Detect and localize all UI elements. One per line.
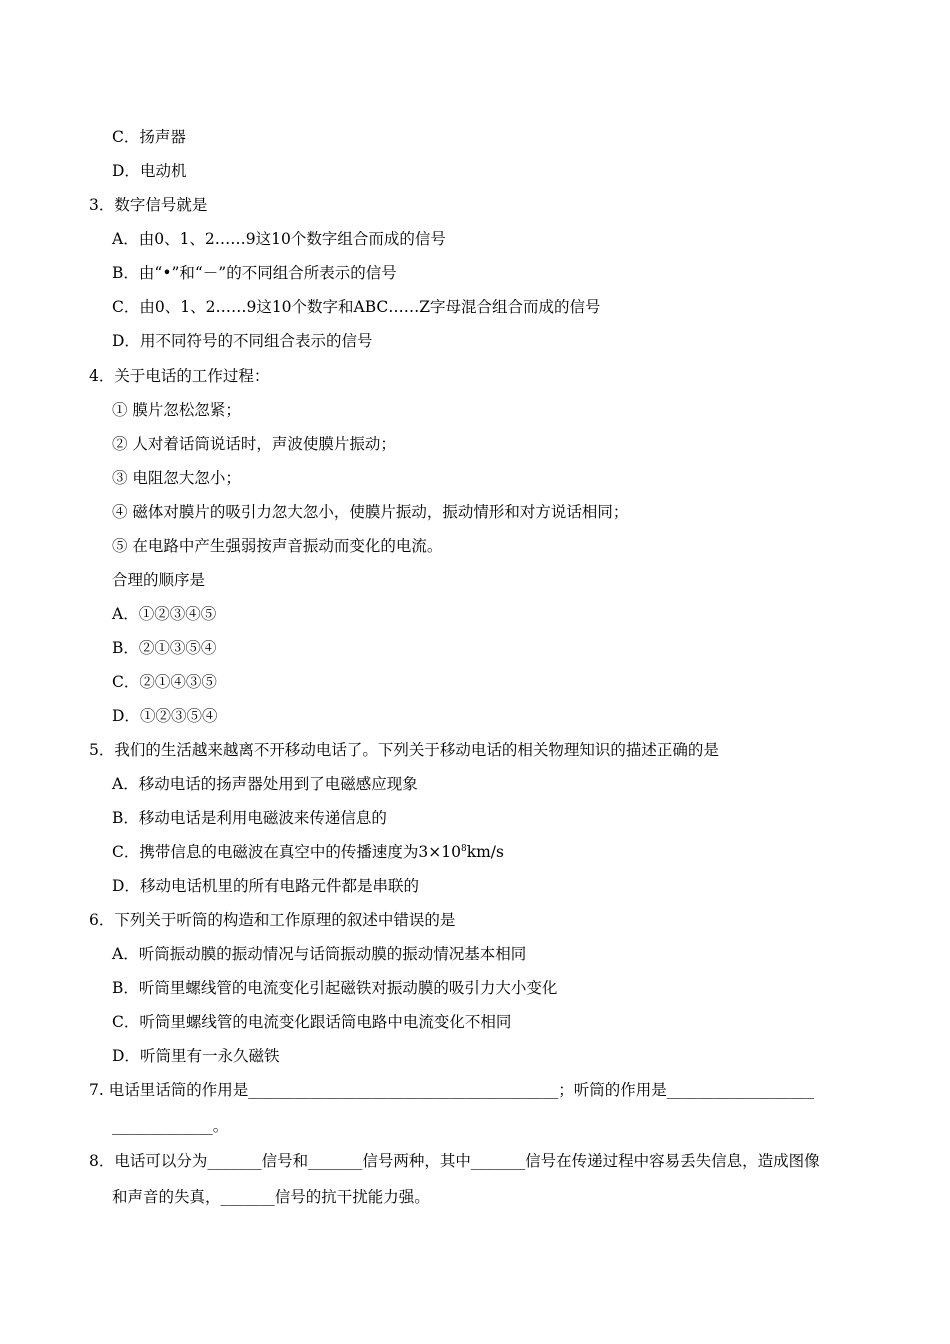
exponent: 8: [460, 844, 467, 854]
question-8: 8．电话可以分为_______信号和_______信号两种，其中_______信号在传递过程中容易丢失信息，造成图像: [89, 1152, 820, 1170]
answer-blank: _____________: [112, 1117, 213, 1135]
q4-step: ② 人对着话筒说话时，声波使膜片振动；: [112, 435, 396, 453]
q4-step: ⑤ 在电路中产生强弱按声音振动而变化的电流。: [112, 537, 443, 555]
q4-option-c: C．②①④③⑤: [112, 673, 217, 691]
q4-step: ① 膜片忽松忽紧；: [112, 401, 241, 419]
question-8-cont: 和声音的失真，_______信号的抗干扰能力强。: [112, 1188, 430, 1206]
q6-option-c: C．听筒里螺线管的电流变化跟话筒电路中电流变化不相同: [112, 1013, 512, 1031]
q3-option-d: D．用不同符号的不同组合表示的信号: [112, 332, 373, 350]
question-3-stem: 3．数字信号就是: [89, 196, 208, 214]
question-5-stem: 5．我们的生活越来越离不开移动电话了。下列关于移动电话的相关物理知识的描述正确的是: [89, 741, 719, 759]
option-d: D．电动机: [112, 162, 187, 180]
q5-option-b: B．移动电话是利用电磁波来传递信息的: [112, 809, 387, 827]
answer-blank: _______: [308, 1152, 363, 1170]
q5-option-a: A．移动电话的扬声器处用到了电磁感应现象: [112, 775, 418, 793]
q6-option-a: A．听筒振动膜的振动情况与话筒振动膜的振动情况基本相同: [112, 945, 527, 963]
question-7-cont: _____________。: [112, 1117, 229, 1135]
q4-prompt: 合理的顺序是: [112, 571, 206, 589]
q5-option-d: D．移动电话机里的所有电路元件都是串联的: [112, 877, 419, 895]
q5-option-c: C．携带信息的电磁波在真空中的传播速度为$3\times 10^8km/s$: [112, 843, 504, 861]
answer-blank: _______: [470, 1152, 526, 1170]
question-7: 7. 电话里话筒的作用是________________________________________；听筒的作用是___________________: [89, 1081, 815, 1099]
answer-blank: _______: [220, 1188, 275, 1206]
answer-blank: _______: [207, 1152, 262, 1170]
answer-blank: ________________________________________: [248, 1081, 559, 1099]
q6-option-b: B．听筒里螺线管的电流变化引起磁铁对振动膜的吸引力大小变化: [112, 979, 558, 997]
q3-option-b: B．由“•”和“－”的不同组合所表示的信号: [112, 264, 397, 282]
q4-step: ③ 电阻忽大忽小；: [112, 469, 241, 487]
option-c: C．扬声器: [112, 128, 186, 146]
question-4-stem: 4．关于电话的工作过程：: [89, 367, 270, 385]
q4-option-a: A．①②③④⑤: [112, 605, 217, 623]
answer-blank: ___________________: [666, 1081, 815, 1099]
q3-option-a: A．由0、1、2……9这10个数字组合而成的信号: [112, 230, 446, 248]
q4-option-d: D．①②③⑤④: [112, 707, 218, 725]
q4-option-b: B．②①③⑤④: [112, 639, 217, 657]
question-6-stem: 6．下列关于听筒的构造和工作原理的叙述中错误的是: [89, 911, 456, 929]
q6-option-d: D．听筒里有一永久磁铁: [112, 1047, 280, 1065]
q3-option-c: C．由0、1、2……9这10个数字和ABC……Z字母混合组合而成的信号: [112, 298, 601, 316]
q4-step: ④ 磁体对膜片的吸引力忽大忽小，使膜片振动，振动情形和对方说话相同；: [112, 503, 629, 521]
